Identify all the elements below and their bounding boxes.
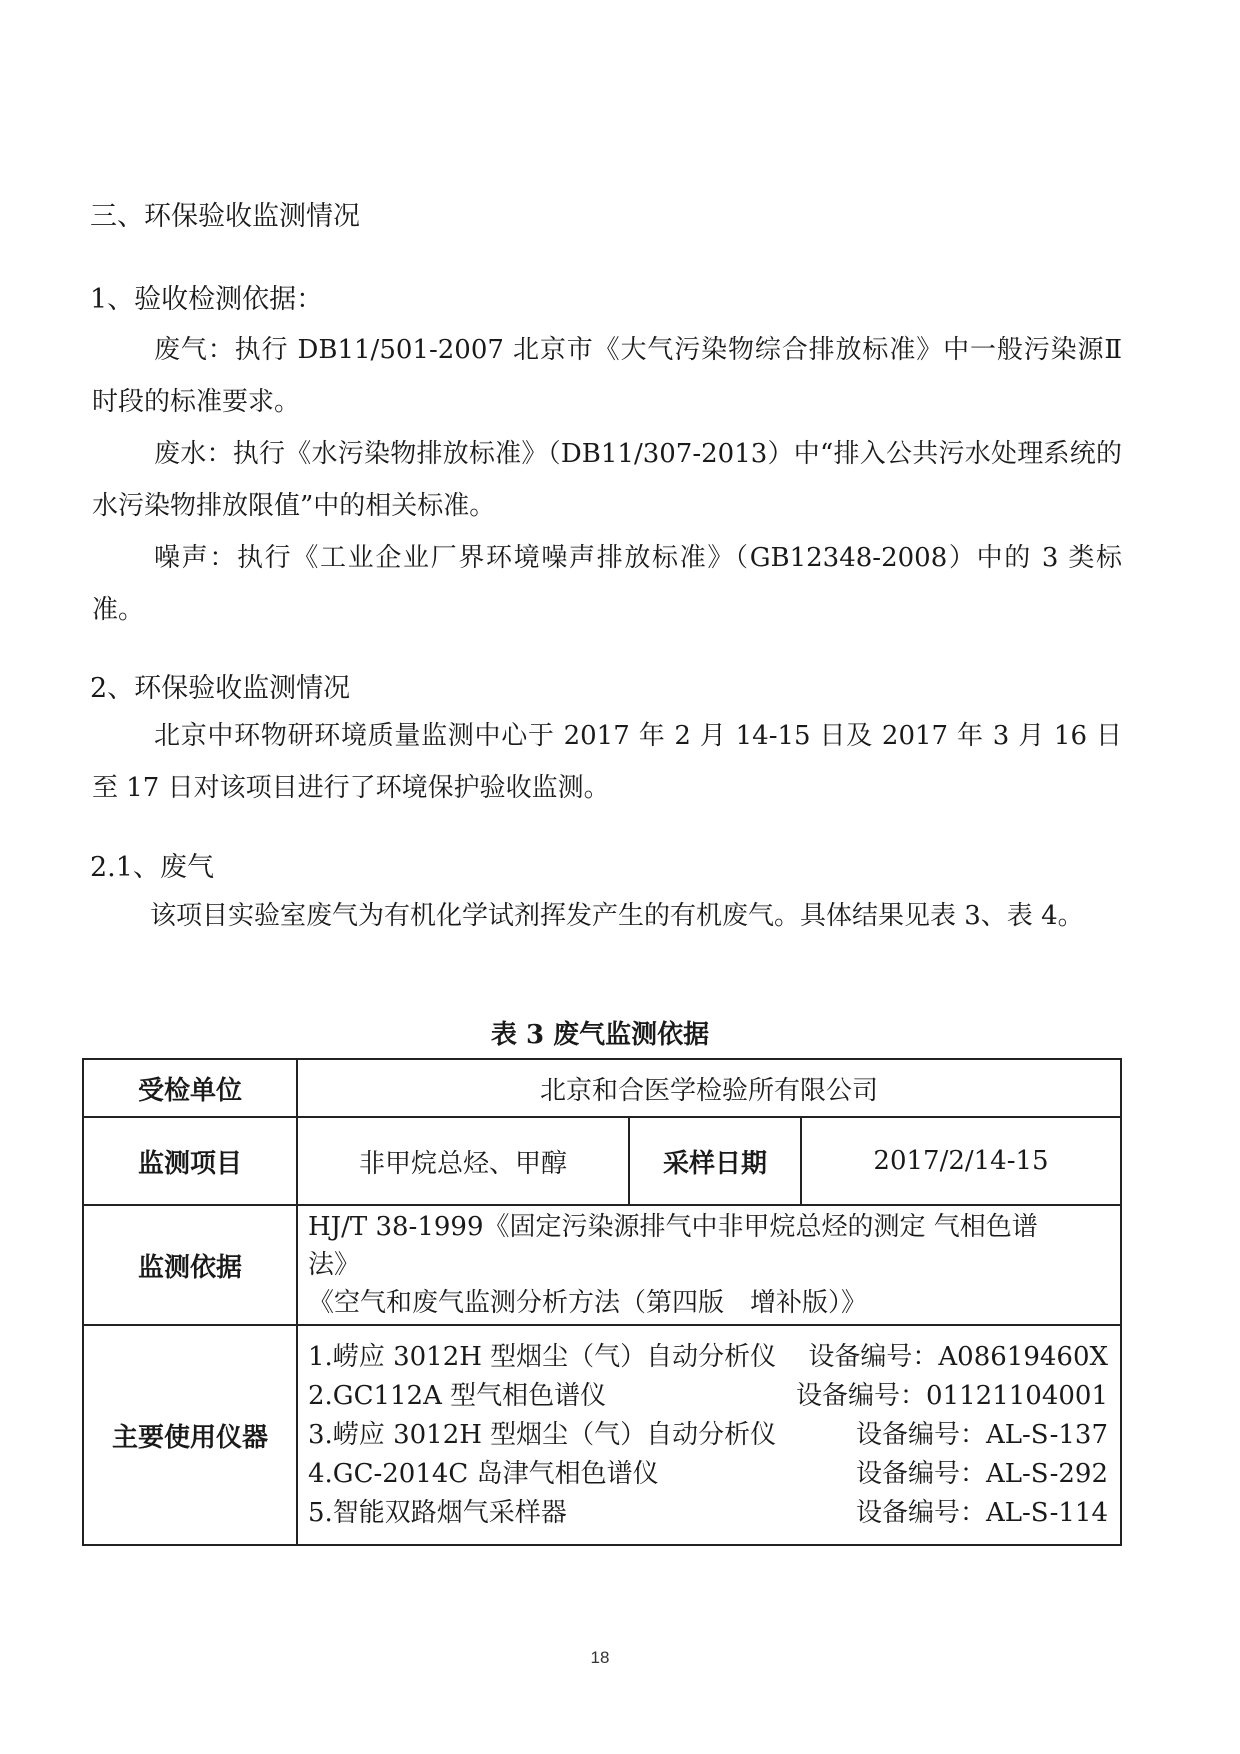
subsection-title-monitoring: 2、环保验收监测情况 bbox=[90, 673, 351, 704]
instrument-code: 设备编号：01121104001 bbox=[796, 1380, 1108, 1411]
instrument-name: 3.崂应 3012H 型烟尘（气）自动分析仪 bbox=[308, 1419, 777, 1450]
instrument-code: 设备编号：AL-S-137 bbox=[855, 1419, 1108, 1450]
date-label: 采样日期 bbox=[629, 1117, 801, 1205]
item-label: 监测项目 bbox=[83, 1117, 297, 1205]
instrument-item bbox=[298, 1338, 1120, 1377]
section-title: 三、环保验收监测情况 bbox=[90, 201, 360, 232]
item-value: 非甲烷总烃、甲醇 bbox=[297, 1117, 629, 1205]
table-row bbox=[83, 1205, 1121, 1325]
unit-value: 北京和合医学检验所有限公司 bbox=[297, 1059, 1121, 1117]
table-caption: 表 3 废气监测依据 bbox=[490, 1020, 710, 1050]
unit-label: 受检单位 bbox=[83, 1059, 297, 1117]
instrument-item bbox=[298, 1416, 1120, 1455]
page-number: 18 bbox=[590, 1648, 610, 1667]
table-row bbox=[83, 1117, 1121, 1205]
paragraph-exhaust-gas-standard: 废气：执行 DB11/501-2007 北京市《大气污染物综合排放标准》中一般污染源Ⅱ时段的标准要求。 bbox=[92, 335, 1122, 417]
paragraph-exhaust-gas-source: 该项目实验室废气为有机化学试剂挥发产生的有机废气。具体结果见表 3、表 4。 bbox=[150, 901, 1084, 931]
instrument-code: 设备编号：AL-S-292 bbox=[855, 1458, 1108, 1489]
instrument-code: 设备编号：AL-S-114 bbox=[855, 1497, 1108, 1528]
instrument-item bbox=[298, 1455, 1120, 1494]
instruments-label: 主要使用仪器 bbox=[83, 1325, 297, 1545]
paragraph-monitoring-dates: 北京中环物研环境质量监测中心于 2017 年 2 月 14-15 日及 2017 年 3 月 16 日至 17 日对该项目进行了环境保护验收监测。 bbox=[92, 721, 1122, 803]
instrument-item bbox=[298, 1377, 1120, 1416]
date-value: 2017/2/14-15 bbox=[801, 1117, 1121, 1205]
basis-line: 法》 bbox=[308, 1250, 361, 1280]
instrument-name: 1.崂应 3012H 型烟尘（气）自动分析仪 bbox=[308, 1341, 777, 1372]
paragraph-noise-standard: 噪声：执行《工业企业厂界环境噪声排放标准》（GB12348-2008）中的 3 类标准。 bbox=[92, 543, 1122, 625]
basis-value bbox=[297, 1205, 1121, 1325]
basis-label: 监测依据 bbox=[83, 1205, 297, 1325]
table-row bbox=[83, 1325, 1121, 1545]
subsection-title-acceptance-basis: 1、验收检测依据： bbox=[90, 284, 324, 315]
instrument-name: 4.GC-2014C 岛津气相色谱仪 bbox=[308, 1458, 659, 1489]
exhaust-monitoring-basis-table bbox=[82, 1058, 1122, 1546]
instrument-item bbox=[298, 1494, 1120, 1533]
subsection-title-exhaust-gas: 2.1、废气 bbox=[90, 852, 214, 883]
table-row bbox=[83, 1059, 1121, 1117]
basis-line: 《空气和废气监测分析方法（第四版 增补版）》 bbox=[308, 1288, 868, 1318]
instrument-name: 5.智能双路烟气采样器 bbox=[308, 1497, 567, 1528]
instrument-name: 2.GC112A 型气相色谱仪 bbox=[308, 1380, 607, 1411]
instruments-list bbox=[297, 1325, 1121, 1545]
basis-line: HJ/T 38-1999《固定污染源排气中非甲烷总烃的测定 气相色谱 bbox=[308, 1212, 1038, 1242]
instrument-code: 设备编号：A08619460X bbox=[808, 1341, 1108, 1372]
paragraph-wastewater-standard: 废水：执行《水污染物排放标准》（DB11/307-2013）中“排入公共污水处理系统的水污染物排放限值”中的相关标准。 bbox=[92, 439, 1122, 521]
